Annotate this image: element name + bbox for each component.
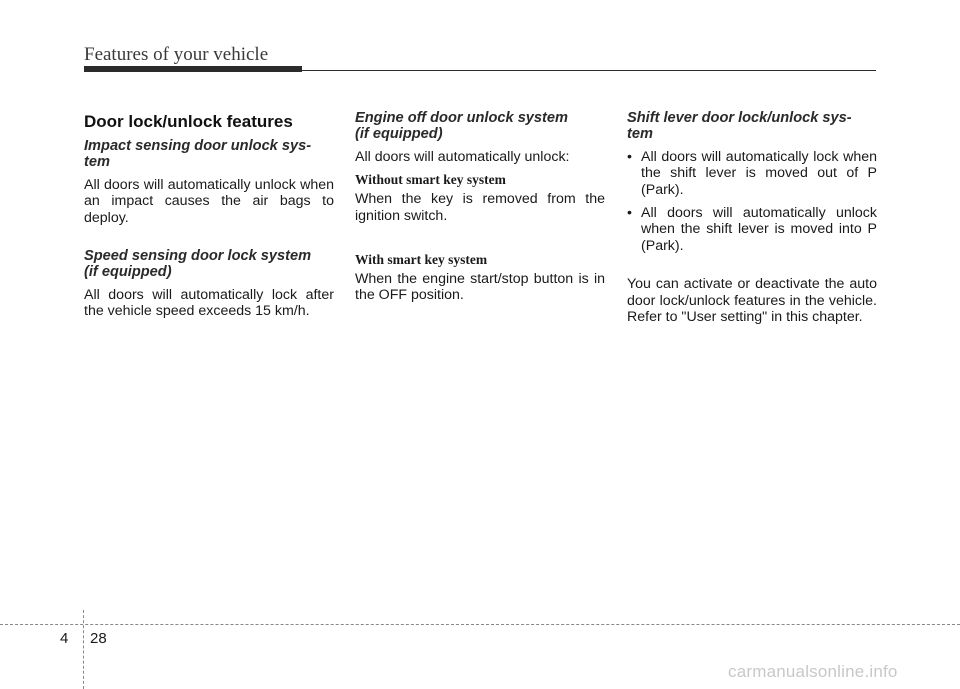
column-2 [355, 110, 605, 326]
without-smart-key-title: Without smart key system [355, 172, 506, 188]
list-item [627, 205, 877, 254]
without-smart-key-body: When the key is removed from the ignition switch. [355, 191, 605, 224]
section-title: Door lock/unlock features [84, 112, 293, 131]
bullet-icon: • [627, 148, 632, 165]
column-1 [84, 104, 334, 342]
speed-sensing-title-line1: Speed sensing door lock system [84, 248, 312, 265]
page-number: 28 [90, 630, 107, 647]
speed-sensing-title-line2: (if equipped) [84, 264, 172, 281]
engine-off-title-line1: Engine off door unlock system [355, 110, 568, 126]
speed-sensing-title [84, 248, 334, 281]
footer-divider [83, 610, 84, 689]
impact-sensing-title [84, 138, 334, 171]
bullet-text: All doors will automatically lock when the shift lever is moved out of P (Park). [641, 148, 877, 198]
footer-rule [0, 624, 960, 625]
shift-lever-bullets [627, 149, 877, 254]
header-rule [302, 70, 876, 71]
header-title: Features of your vehicle [84, 44, 269, 65]
chapter-number: 4 [60, 630, 69, 647]
shift-lever-title-line1: Shift lever door lock/unlock sys- [627, 110, 852, 126]
auto-lock-note: You can activate or deactivate the auto door lock/unlock features in the vehicle. Refer to "User setting" in this chapter. [627, 276, 877, 326]
with-smart-key-title: With smart key system [355, 252, 488, 268]
engine-off-intro: All doors will automatically unlock: [355, 148, 570, 165]
watermark: carmanualsonline.info [728, 662, 898, 681]
engine-off-title-line2: (if equipped) [355, 126, 443, 143]
impact-sensing-title-line1: Impact sensing door unlock sys- [84, 138, 312, 154]
column-3 [627, 110, 877, 347]
impact-sensing-title-line2: tem [84, 154, 110, 171]
with-smart-key-body: When the engine start/stop button is in the OFF position. [355, 271, 605, 304]
header-bar [84, 66, 302, 72]
list-item [627, 149, 877, 198]
bullet-icon: • [627, 205, 632, 222]
engine-off-title [355, 110, 605, 143]
shift-lever-title-line2: tem [627, 126, 653, 143]
impact-sensing-body: All doors will automatically unlock when an impact causes the air bags to deploy. [84, 176, 334, 226]
shift-lever-title [627, 110, 877, 143]
bullet-text: All doors will automatically unlock when the shift lever is moved into P (Park). [641, 205, 877, 254]
speed-sensing-body: All doors will automatically lock after the vehicle speed exceeds 15 km/h. [84, 286, 334, 320]
